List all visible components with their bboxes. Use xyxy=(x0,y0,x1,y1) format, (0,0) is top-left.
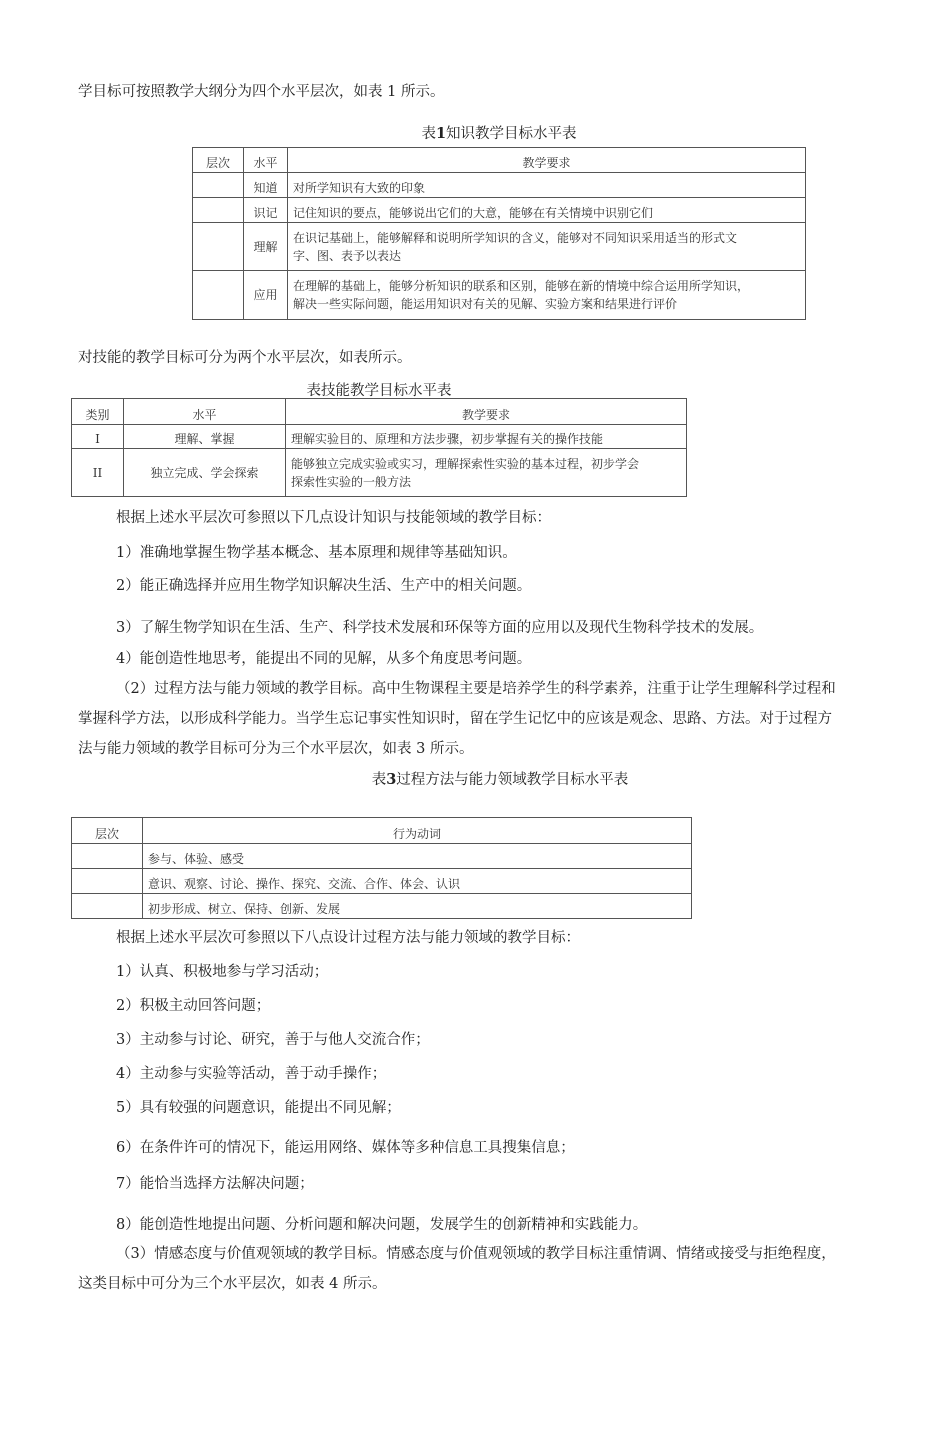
table-cell: 理解、掌握 xyxy=(124,425,286,449)
table-row xyxy=(72,894,692,919)
table-header-row xyxy=(193,148,806,173)
table-cell xyxy=(193,271,244,320)
list-item: 2）能正确选择并应用生物学知识解决生活、生产中的相关问题。 xyxy=(116,578,532,594)
table-header-cell: 教学要求 xyxy=(286,399,687,425)
table-cell xyxy=(72,894,143,919)
paragraph-line: （3）情感态度与价值观领域的教学目标。情感态度与价值观领域的教学目标注重情调、情绪或接受与拒绝程度， xyxy=(116,1246,836,1262)
table-cell: II xyxy=(72,449,124,497)
table2 xyxy=(71,398,687,497)
table-header-cell: 水平 xyxy=(244,148,288,173)
table1-caption: 表1知识教学目标水平表 xyxy=(421,125,577,142)
table-row xyxy=(193,223,806,271)
table-cell: 理解 xyxy=(244,223,288,271)
paragraph-line: 法与能力领域的教学目标可分为三个水平层次，如表 3 所示。 xyxy=(78,741,474,757)
table-row xyxy=(193,271,806,320)
table-cell xyxy=(72,844,143,869)
table-header-cell: 行为动词 xyxy=(143,818,692,844)
table-cell xyxy=(193,198,244,223)
list2-intro: 根据上述水平层次可参照以下八点设计过程方法与能力领域的教学目标： xyxy=(116,930,580,946)
table-header-cell: 层次 xyxy=(193,148,244,173)
table-cell: 初步形成、树立、保持、创新、发展 xyxy=(143,894,692,919)
table-header-row xyxy=(72,818,692,844)
table-row xyxy=(72,425,687,449)
list-item: 4）能创造性地思考，能提出不同的见解，从多个角度思考问题。 xyxy=(116,651,532,667)
table-cell: 参与、体验、感受 xyxy=(143,844,692,869)
table-cell: 能够独立完成实验或实习，理解探索性实验的基本过程，初步学会 探索性实验的一般方法 xyxy=(286,449,687,497)
table-cell: 知道 xyxy=(244,173,288,198)
list-item: 2）积极主动回答问题； xyxy=(116,998,271,1014)
table-cell: 在识记基础上，能够解释和说明所学知识的含义，能够对不同知识采用适当的形式文 字、图、表予以表达 xyxy=(288,223,806,271)
table3 xyxy=(71,817,692,919)
intro-text: 学目标可按照教学大纲分为四个水平层次，如表 1 所示。 xyxy=(78,84,445,100)
list-item: 5）具有较强的问题意识，能提出不同见解； xyxy=(116,1100,401,1116)
list-item: 8）能创造性地提出问题、分析问题和解决问题，发展学生的创新精神和实践能力。 xyxy=(116,1217,648,1233)
table-cell xyxy=(193,173,244,198)
paragraph-line: （2）过程方法与能力领域的教学目标。高中生物课程主要是培养学生的科学素养，注重于让学生理解科学过程和 xyxy=(116,681,836,697)
table-header-cell: 教学要求 xyxy=(288,148,806,173)
table-cell: 意识、观察、讨论、操作、探究、交流、合作、体会、认识 xyxy=(143,869,692,894)
paragraph-line: 这类目标中可分为三个水平层次，如表 4 所示。 xyxy=(78,1276,387,1292)
table-cell xyxy=(193,223,244,271)
table-header-cell: 层次 xyxy=(72,818,143,844)
table-row xyxy=(72,869,692,894)
table2-caption: 表技能教学目标水平表 xyxy=(306,383,452,399)
table-row xyxy=(193,198,806,223)
list-item: 1）认真、积极地参与学习活动； xyxy=(116,964,329,980)
table-header-cell: 类别 xyxy=(72,399,124,425)
table1 xyxy=(192,147,806,320)
list-item: 4）主动参与实验等活动，善于动手操作； xyxy=(116,1066,387,1082)
list-item: 1）准确地掌握生物学基本概念、基本原理和规律等基础知识。 xyxy=(116,545,517,561)
table-cell: 识记 xyxy=(244,198,288,223)
table-header-cell: 水平 xyxy=(124,399,286,425)
table-row xyxy=(72,844,692,869)
table-header-row xyxy=(72,399,687,425)
table-cell: 应用 xyxy=(244,271,288,320)
table-cell: 独立完成、学会探索 xyxy=(124,449,286,497)
paragraph-line: 掌握科学方法，以形成科学能力。当学生忘记事实性知识时，留在学生记忆中的应该是观念、思路、方法。对于过程方 xyxy=(78,711,832,727)
table-cell: 在理解的基础上，能够分析知识的联系和区别，能够在新的情境中综合运用所学知识， 解决一些实际问题，能运用知识对有关的见解、实验方案和结果进行评价 xyxy=(288,271,806,320)
skill-intro-text: 对技能的教学目标可分为两个水平层次，如表所示。 xyxy=(78,350,412,366)
table3-caption: 表3过程方法与能力领域教学目标水平表 xyxy=(371,771,629,788)
table-cell: 对所学知识有大致的印象 xyxy=(288,173,806,198)
list1-intro: 根据上述水平层次可参照以下几点设计知识与技能领域的教学目标： xyxy=(116,510,551,526)
table-cell xyxy=(72,869,143,894)
table-cell: 记住知识的要点，能够说出它们的大意，能够在有关情境中识别它们 xyxy=(288,198,806,223)
list-item: 3）主动参与讨论、研究，善于与他人交流合作； xyxy=(116,1032,430,1048)
table-row xyxy=(72,449,687,497)
table-row xyxy=(193,173,806,198)
list-item: 6）在条件许可的情况下，能运用网络、媒体等多种信息工具搜集信息； xyxy=(116,1140,575,1156)
table-cell: 理解实验目的、原理和方法步骤，初步掌握有关的操作技能 xyxy=(286,425,687,449)
list-item: 3）了解生物学知识在生活、生产、科学技术发展和环保等方面的应用以及现代生物科学技术的发展。 xyxy=(116,620,764,636)
table-cell: I xyxy=(72,425,124,449)
list-item: 7）能恰当选择方法解决问题； xyxy=(116,1176,314,1192)
